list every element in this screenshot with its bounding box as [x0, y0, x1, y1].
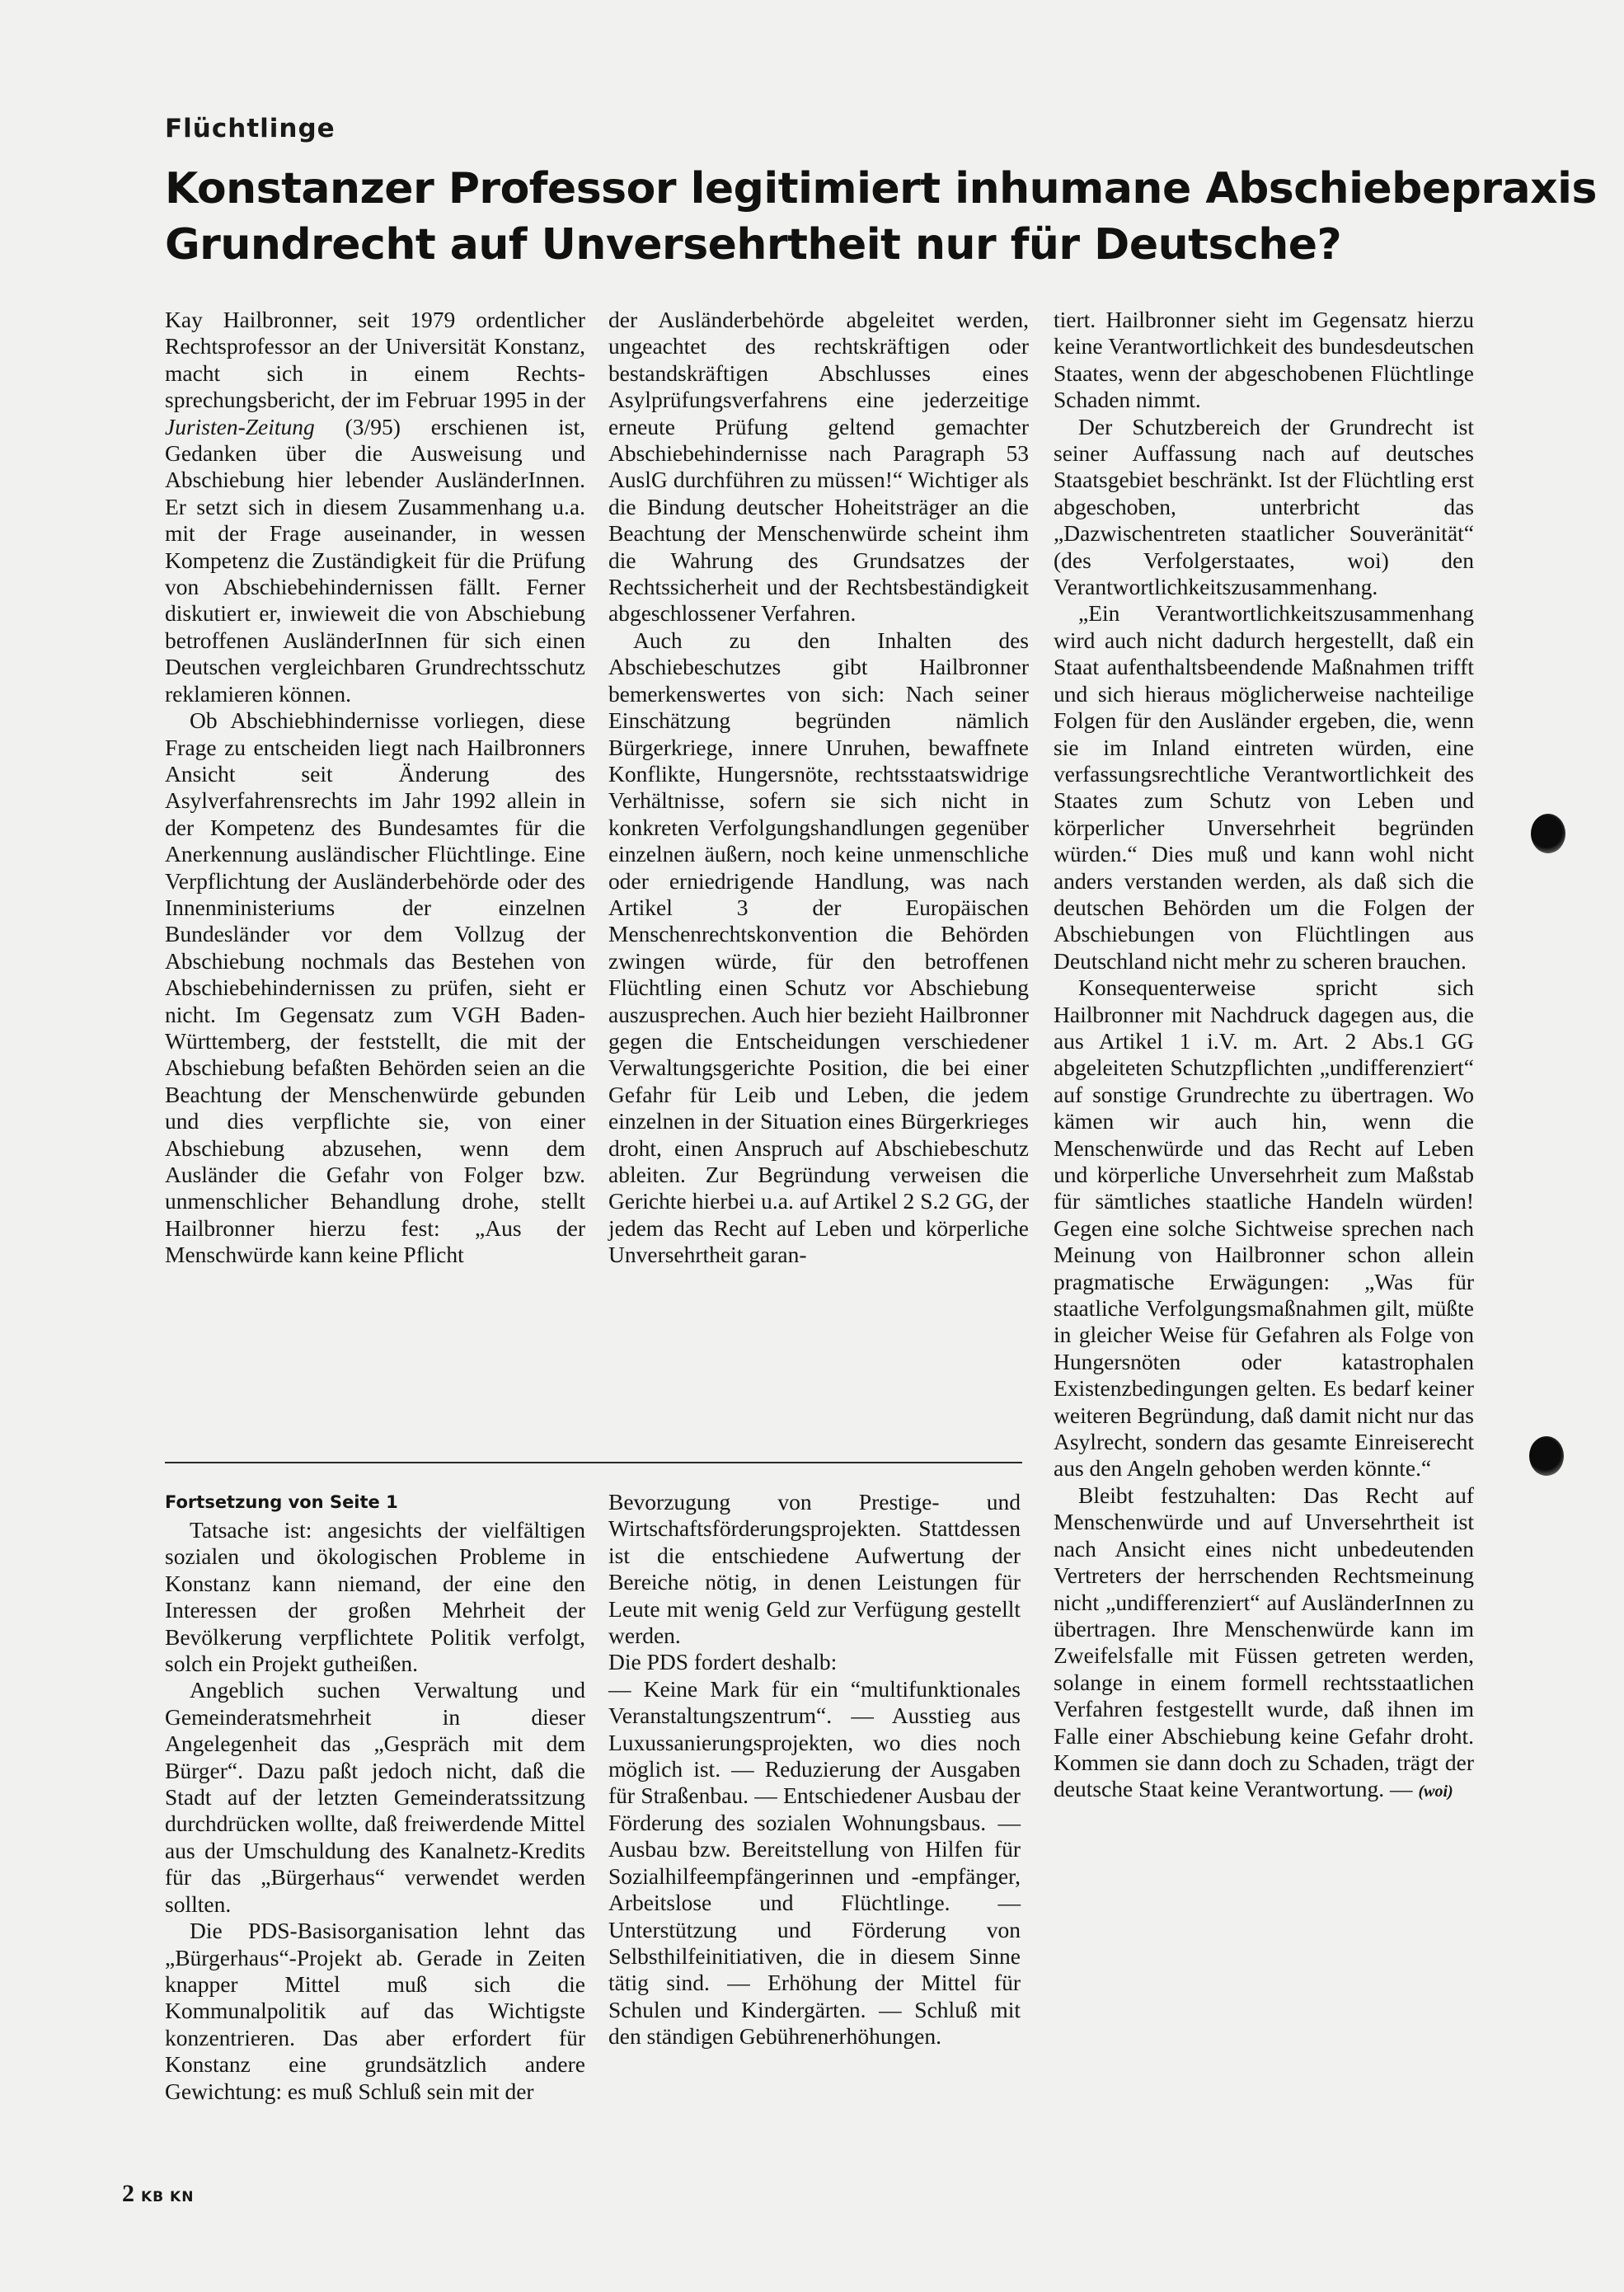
headline	[165, 161, 1597, 273]
page-footer	[122, 2180, 194, 2208]
article-column-3	[1054, 307, 1474, 1806]
punch-hole-mark	[1529, 1436, 1564, 1476]
paragraph-text: (3/95) erschienen ist, Gedanken über die Ausweisung und Abschiebung hier lebender AusländerInnen. Er setzt sich in diesem Zusammenhang u.a. mit der Frage auseinander, in wessen Kompetenz die Zuständigkeit für die Prüfung von Abschiebehindernissen fällt. Ferner diskutiert er, inwieweit die von Abschiebung betroffenen AusländerInnen für sich einen Deutschen vergleichbaren Grundrechtsschutz reklamieren können.	[165, 413, 585, 707]
journal-name: Juristen-Zeitung	[165, 413, 315, 439]
article-paragraph: Tatsache ist: angesichts der vielfältigen sozialen und ökologischen Probleme in Konstanz kann niemand, der eine den Interessen der großen Mehrheit der Bevölkerung verpflichtete Politik verfolgt, solch ein Projekt gutheißen.	[165, 1517, 585, 1677]
continuation-column-1	[165, 1489, 585, 2105]
article-column-1	[165, 307, 585, 1269]
article-paragraph: Die PDS-Basisorganisation lehnt das „Bürgerhaus“-Projekt ab. Gerade in Zeiten knapper Mittel muß sich die Kommunalpolitik auf das Wichtigste konzentrieren. Das aber erfordert für Konstanz eine grundsätzlich andere Gewichtung: es muß Schluß sein mit der	[165, 1918, 585, 2104]
article-paragraph: Angeblich suchen Verwaltung und Gemeinderatsmehrheit in dieser Angelegenheit das „Gespräch mit dem Bürger“. Dazu paßt jedoch nicht, daß die Stadt auf der letzten Gemeinderatssitzung durchdrücken wollte, daß freiwerdende Mittel aus der Umschuldung des Kanalnetz-Kredits für das „Bürgerhaus“ verwendet werden sollten.	[165, 1677, 585, 1917]
article-paragraph: tiert. Hailbronner sieht im Gegensatz hierzu keine Verantwortlichkeit des bundesdeutschen Staates, wenn der abgeschobenen Flüchtlinge Schaden nimmt.	[1054, 307, 1474, 413]
section-kicker: Flüchtlinge	[165, 114, 336, 143]
paragraph-text: Kay Hailbronner, seit 1979 ordentlicher Rechtsprofessor an der Universität Konstanz, macht sich in einem Rechts-sprechungsbericht, der im Februar 1995 in der	[165, 307, 585, 413]
continuation-label: Fortsetzung von Seite 1	[165, 1492, 398, 1512]
punch-hole-mark	[1531, 814, 1565, 853]
article-paragraph	[1054, 1482, 1474, 1806]
article-paragraph: Die PDS fordert deshalb:	[608, 1649, 838, 1675]
publication-code: KB KN	[141, 2189, 195, 2205]
article-column-2	[608, 307, 1029, 1269]
demands-list: — Keine Mark für ein “multifunktionales Veranstaltungszentrum“. — Ausstieg aus Luxussanierungsprojekten, wo dies noch möglich ist. — Reduzierung der Ausgaben für Straßenbau. — Entschiedener Ausbau der Förderung des sozialen Wohnungsbaus. — Ausbau bzw. Bereitstellung von Hilfen für Sozialhilfeempfängerinnen und -empfänger, Arbeitslose und Flüchtlinge. — Unterstützung und Förderung von Selbsthilfeinitiativen, die in diesem Sinne tätig sind. — Erhöhung der Mittel für Schulen und Kindergärten. — Schluß mit den ständigen Gebührenerhöhungen.	[608, 1675, 1021, 2050]
article-paragraph: Ob Abschiebhindernisse vorliegen, diese Frage zu entscheiden liegt nach Hailbronners Ansicht seit Änderung des Asylverfahrensrechts im Jahr 1992 allein in der Kompetenz des Bundesamtes für die Anerkennung ausländischer Flüchtlinge. Eine Verpflichtung der Ausländerbehörde oder des Innenministeriums der einzelnen Bundesländer vor dem Vollzug der Abschiebung nochmals das Bestehen von Abschiebehindernissen zu prüfen, sieht er nicht. Im Gegensatz zum VGH Baden-Württemberg, der feststellt, die mit der Abschiebung befaßten Behörden seien an die Beachtung der Menschenwürde gebunden und dies verpflichte sie, von einer Abschiebung abzusehen, wenn dem Ausländer die Gefahr von Folger bzw. unmenschlicher Behandlung drohe, stellt Hailbronner hierzu fest: „Aus der Menschwürde kann keine Pflicht	[165, 707, 585, 1268]
page-number: 2	[122, 2180, 134, 2207]
article-paragraph: Bevorzugung von Prestige- und Wirtschaftsförderungsprojekten. Stattdessen ist die entschiedene Aufwertung der Bereiche nötig, in denen Leistungen für Leute mit wenig Geld zur Verfügung gestellt werden.	[608, 1489, 1021, 1649]
article-paragraph	[165, 307, 585, 707]
author-signature: (woi)	[1418, 1782, 1453, 1801]
continuation-column-2	[608, 1489, 1021, 2050]
paragraph-text: Bleibt festzuhalten: Das Recht auf Menschenwürde und auf Unversehrtheit ist nach Ansicht eines nicht unbedeutenden Vertreters der herrschenden Rechtsmeinung nicht „undifferenziert“ auf AusländerInnen zu übertragen. Ihre Menschenwürde kann im Zweifelsfalle mit Füssen getreten werden, solange in einem formell rechtsstaatlichen Verfahren festgestellt wurde, daß ihnen im Falle einer Abschiebung keine Gefahr droht. Kommen sie dann doch zu Schaden, trägt der deutsche Staat keine Verantwortung. —	[1054, 1482, 1474, 1802]
article-paragraph: Der Schutzbereich der Grundrecht ist seiner Auffassung nach auf deutsches Staatsgebiet beschränkt. Ist der Flüchtling erst abgeschoben, unterbricht das „Dazwischentreten staatlicher Souveränität“ (des Verfolgerstaates, woi) den Verantwortlichkeitszusammenhang.	[1054, 413, 1474, 600]
section-divider	[165, 1462, 1022, 1463]
article-paragraph: „Ein Verantwortlichkeitszusammenhang wird auch nicht dadurch hergestellt, daß ein Staat aufenthaltsbeendende Maßnahmen trifft und sich hieraus möglicherweise nachteilige Folgen für den Ausländer ergeben, die, wenn sie im Inland eintreten würden, eine verfassungsrechtliche Verantwortlichkeit des Staates zum Schutz von Leben und körperlicher Unversehrheit begründen würden.“ Dies muß und kann wohl nicht anders verstanden werden, als daß sich die deutschen Behörden um die Folgen der Abschiebungen von Flüchtlingen aus Deutschland nicht mehr zu scheren brauchen.	[1054, 600, 1474, 974]
article-paragraph: Auch zu den Inhalten des Abschiebeschutzes gibt Hailbronner bemerkenswertes von sich: Nach seiner Einschätzung begründen nämlich Bürgerkriege, innere Unruhen, bewaffnete Konflikte, Hungersnöte, rechtsstaatswidrige Verhältnisse, sofern sie sich nicht in konkreten Verfolgungshandlungen gegenüber einzelnen äußern, noch keine unmenschliche oder erniedrigende Handlung, was nach Artikel 3 der Europäischen Menschenrechtskonvention die Behörden zwingen würde, für den betroffenen Flüchtling einen Schutz vor Abschiebung auszusprechen. Auch hier bezieht Hailbronner gegen die Entscheidungen verschiedener Verwaltungsgerichte Position, die bei einer Gefahr für Leib und Leben, die jedem einzelnen in der Situation eines Bürgerkrieges droht, einen Anspruch auf Abschiebeschutz ableiten. Zur Begründung verweisen die Gerichte hierbei u.a. auf Artikel 2 S.2 GG, der jedem das Recht auf Leben und körperliche Unversehrtheit garan-	[608, 627, 1029, 1268]
article-paragraph: Konsequenterweise spricht sich Hailbronner mit Nachdruck dagegen aus, die aus Artikel 1 i.V. m. Art. 2 Abs.1 GG abgeleiteten Schutzpflichten „undifferenziert“ auf sonstige Grundrechte zu übertragen. Wo kämen wir auch hin, wenn die Menschenwürde und das Recht auf Leben und körperliche Unversehrheit zum Maßstab für sämtliches staatliche Handeln würden! Gegen eine solche Sichtweise sprechen nach Meinung von Hailbronner schon allein pragmatische Erwägungen: „Was für staatliche Verfolgungsmaßnahmen gilt, müßte in gleicher Weise für Gefahren als Folge von Hungersnöten oder katastrophalen Existenzbedingungen gelten. Es bedarf keiner weiteren Begründung, daß damit nicht nur das Asylrecht, sondern das gesamte Einreiserecht aus den Angeln gehoben werden könnte.“	[1054, 975, 1474, 1482]
headline-line-2: Grundrecht auf Unversehrtheit nur für Deutsche?	[165, 220, 1342, 270]
headline-line-1: Konstanzer Professor legitimiert inhumane Abschiebepraxis	[165, 164, 1597, 214]
article-paragraph: der Ausländerbehörde abgeleitet werden, ungeachtet des rechtskräftigen oder bestandskräftigen Abschlusses eines Asylprüfungsverfahrens eine jederzeitige erneute Prüfung geltend gemachter Abschiebehindernisse nach Paragraph 53 AuslG durchführen zu müssen!“ Wichtiger als die Bindung deutscher Hoheitsträger an die Beachtung der Menschenwürde scheint ihm die Wahrung des Grundsatzes der Rechtssicherheit und der Rechtsbeständigkeit abgeschlossener Verfahren.	[608, 307, 1029, 627]
